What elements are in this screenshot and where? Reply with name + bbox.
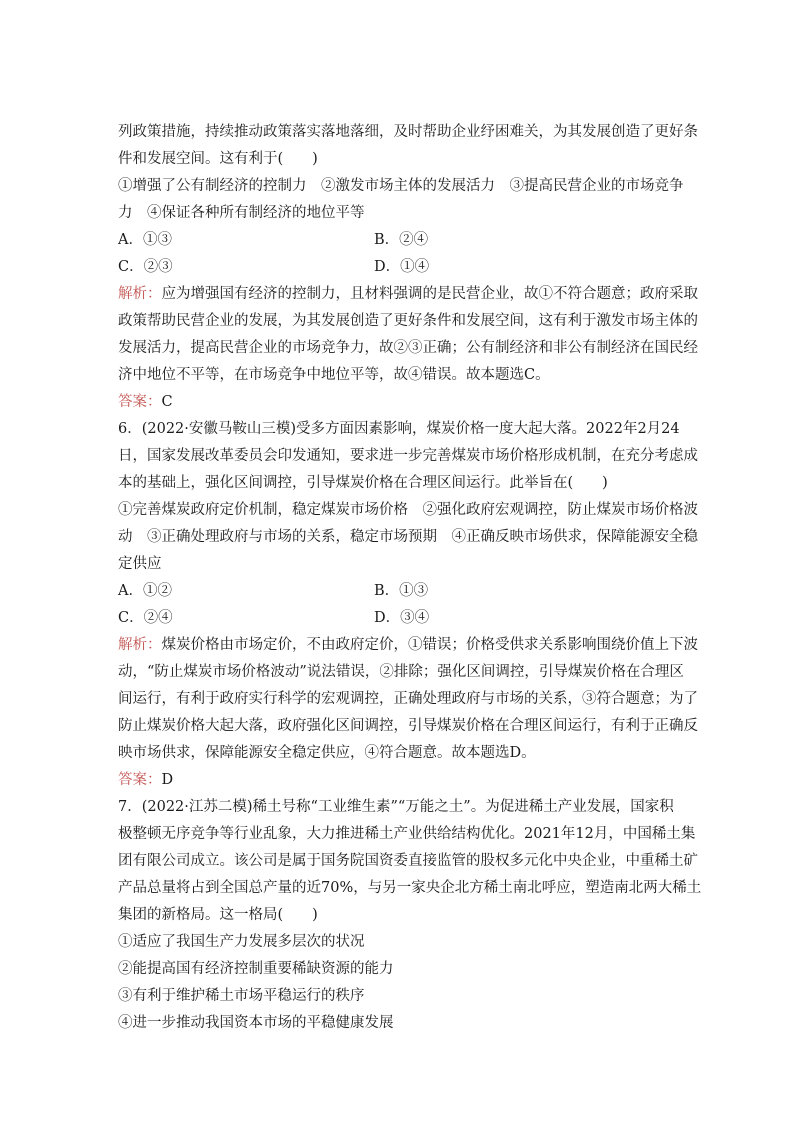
q6-analysis-line-3: 间运行，有利于政府实行科学的宏观调控，正确处理政府与市场的关系，③符合题意；为了 bbox=[118, 691, 698, 707]
q5-stem-line-2: 件和发展空间。这有利于( ) bbox=[118, 151, 318, 167]
q5-option-a: A．①③ bbox=[118, 232, 172, 248]
q5-analysis-line-4: 济中地位不平等，在市场竞争中地位平等，故④错误。故本题选C。 bbox=[118, 367, 550, 383]
q6-stem-line-3: 本的基础上，强化区间调控，引导煤炭价格在合理区间运行。此举旨在( ) bbox=[118, 475, 608, 491]
q5-analysis-text-1: 应为增强国有经济的控制力，且材料强调的是民营企业，故①不符合题意；政府采取 bbox=[161, 286, 698, 302]
q6-option-d: D．③④ bbox=[374, 610, 430, 626]
q5-analysis-line-3: 发展活力，提高民营企业的市场竞争力，故②③正确；公有制经济和非公有制经济在国民经 bbox=[118, 340, 698, 356]
q6-analysis-line-1 bbox=[118, 635, 698, 655]
q6-answer-value: D bbox=[161, 772, 174, 788]
q6-items-line-2: 动 ③正确处理政府与市场的关系，稳定市场预期 ④正确反映市场供求，保障能源安全稳 bbox=[118, 529, 698, 545]
q6-stem-line-2: 日，国家发展改革委员会印发通知，要求进一步完善煤炭市场价格形成机制，在充分考虑成 bbox=[118, 448, 698, 464]
q7-item-2: ②能提高国有经济控制重要稀缺资源的能力 bbox=[118, 961, 394, 977]
q7-stem-line-4: 产品总量将占到全国总产量的近70%，与另一家央企北方稀土南北呼应，塑造南北两大稀土 bbox=[118, 880, 702, 896]
q6-answer-label: 答案： bbox=[118, 772, 162, 788]
q6-stem-line-1: 6．(2022·安徽马鞍山三模)受多方面因素影响，煤炭价格一度大起大落。2022年2月24 bbox=[118, 421, 680, 437]
q6-items-line-1: ①完善煤炭政府定价机制，稳定煤炭市场价格 ②强化政府宏观调控，防止煤炭市场价格波 bbox=[118, 502, 698, 518]
q7-stem-line-3: 团有限公司成立。该公司是属于国务院国资委直接监管的股权多元化中央企业，中重稀土矿 bbox=[118, 853, 698, 869]
q5-answer-line bbox=[118, 392, 173, 412]
q5-answer-label: 答案： bbox=[118, 394, 162, 410]
q6-items-line-3: 定供应 bbox=[118, 556, 162, 572]
q5-analysis-line-1 bbox=[118, 284, 698, 304]
q5-options-row-1 bbox=[118, 230, 429, 250]
q6-answer-line bbox=[118, 770, 173, 790]
q6-option-a: A．①② bbox=[118, 583, 172, 599]
q5-items-line-1: ①增强了公有制经济的控制力 ②激发市场主体的发展活力 ③提高民营企业的市场竞争 bbox=[118, 178, 684, 194]
q6-analysis-line-2: 动，“防止煤炭市场价格波动”说法错误，②排除；强化区间调控，引导煤炭价格在合理区 bbox=[118, 664, 684, 680]
q6-analysis-line-5: 映市场供求，保障能源安全稳定供应，④符合题意。故本题选D。 bbox=[118, 745, 536, 761]
q6-analysis-line-4: 防止煤炭价格大起大落，政府强化区间调控，引导煤炭价格在合理区间运行，有利于正确反 bbox=[118, 718, 698, 734]
q7-stem-line-1: 7．(2022·江苏二模)稀土号称“工业维生素”“万能之土”。为促进稀土产业发展，国家积 bbox=[118, 799, 674, 815]
q6-analysis-text-1: 煤炭价格由市场定价，不由政府定价，①错误；价格受供求关系影响围绕价值上下波 bbox=[161, 637, 698, 653]
q7-item-4: ④进一步推动我国资本市场的平稳健康发展 bbox=[118, 1015, 394, 1031]
q5-analysis-label: 解析： bbox=[118, 286, 162, 302]
q5-stem-line-1: 列政策措施，持续推动政策落实落地落细，及时帮助企业纾困难关，为其发展创造了更好条 bbox=[118, 124, 698, 140]
q5-analysis-line-2: 政策帮助民营企业的发展，为其发展创造了更好条件和发展空间，这有利于激发市场主体的 bbox=[118, 313, 698, 329]
q5-options-row-2 bbox=[118, 257, 430, 277]
q6-option-c: C．②④ bbox=[118, 610, 173, 626]
q6-options-row-2 bbox=[118, 608, 430, 628]
q5-items-line-2: 力 ④保证各种所有制经济的地位平等 bbox=[118, 205, 365, 221]
q6-option-b: B．①③ bbox=[374, 583, 429, 599]
q7-item-3: ③有利于维护稀土市场平稳运行的秩序 bbox=[118, 988, 365, 1004]
q7-stem-line-5: 集团的新格局。这一格局( ) bbox=[118, 907, 318, 923]
q5-option-d: D．①④ bbox=[374, 259, 430, 275]
q7-item-1: ①适应了我国生产力发展多层次的状况 bbox=[118, 934, 365, 950]
q5-option-b: B．②④ bbox=[374, 232, 429, 248]
q7-stem-line-2: 极整顿无序竞争等行业乱象，大力推进稀土产业供给结构优化。2021年12月，中国稀土集 bbox=[118, 826, 696, 842]
q6-analysis-label: 解析： bbox=[118, 637, 162, 653]
q5-answer-value: C bbox=[161, 394, 173, 410]
q5-option-c: C．②③ bbox=[118, 259, 173, 275]
q6-options-row-1 bbox=[118, 581, 429, 601]
